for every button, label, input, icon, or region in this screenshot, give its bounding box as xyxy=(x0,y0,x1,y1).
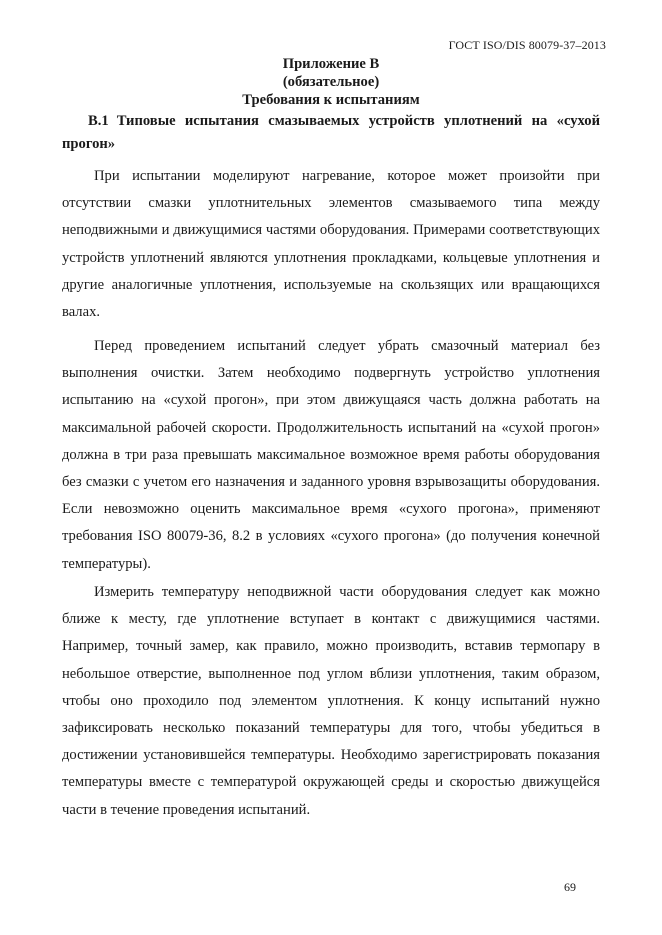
appendix-subtitle: Требования к испытаниям xyxy=(242,92,420,108)
paragraph: Перед проведением испытаний следует убрать смазочный материал без выполнения очистки. Затем необходимо подвергнуть устройство уплотнения испытанию на «сухой прогон», при этом движущаяся часть должна работать на максимальной рабочей скорости. Продолжительность испытаний на «сухой прогон» должна в три раза превышать максимальное возможное время работы оборудования без смазки с учетом его назначения и заданного уровня взрывозащиты оборудования. Если невозможно оценить максимальное время «сухого прогона», применяют требования ISO 80079-36, 8.2 в условиях «сухого прогона» (до получения конечной температуры). xyxy=(62,338,600,572)
paragraph: При испытании моделируют нагревание, которое может произойти при отсутствии смазки уплотнительных элементов смазываемого типа между неподвижными и движущимися частями оборудования. Примерами соответствующих устройств уплотнений являются уплотнения прокладками, кольцевые уплотнения и другие аналогичные уплотнения, используемые на скользящих или вращающихся валах. xyxy=(62,168,600,321)
page-number: 69 xyxy=(564,880,576,894)
section-heading xyxy=(62,110,600,156)
section-title: Типовые испытания смазываемых устройств уплотнений на «сухой прогон» xyxy=(62,113,600,152)
appendix-status: (обязательное) xyxy=(282,74,380,90)
paragraph: Измерить температуру неподвижной части оборудования следует как можно ближе к месту, где уплотнение вступает в контакт с движущимися частями. Например, точный замер, как правило, можно производить, вставив термопару в небольшое отверстие, выполненное под углом вблизи уплотнения, таким образом, чтобы оно проходило под элементом уплотнения. К концу испытаний нужно зафиксировать несколько показаний температуры для того, чтобы убедиться в достижении установившейся температуры. Необходимо зарегистрировать показания температуры вместе с температурой окружающей среды и скоростью движущейся части в течение проведения испытаний. xyxy=(62,584,600,818)
document-code: ГОСТ ISO/DIS 80079-37–2013 xyxy=(448,38,606,52)
appendix-title: Приложение В xyxy=(282,56,380,72)
section-number: В.1 xyxy=(88,113,109,129)
